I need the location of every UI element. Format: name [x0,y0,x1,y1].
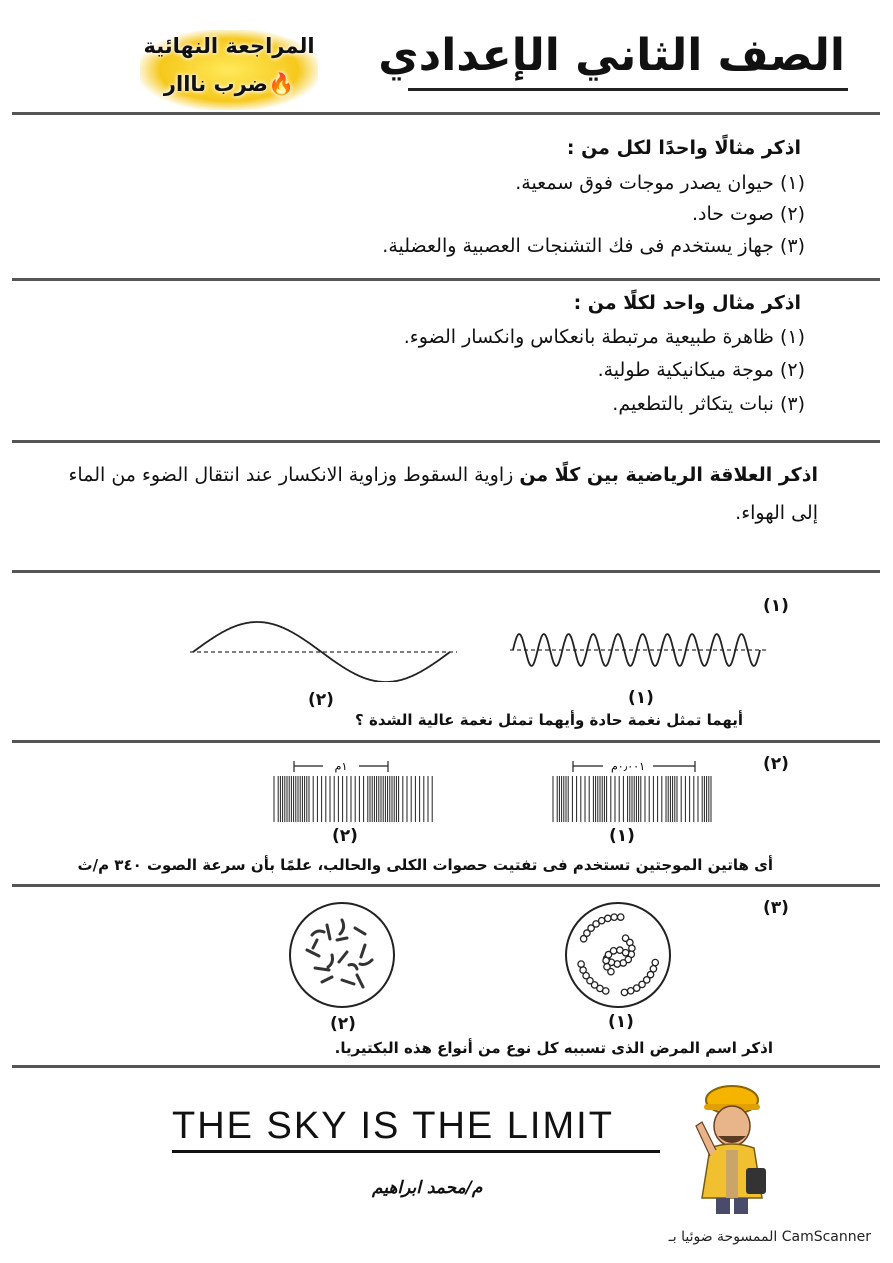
shirt-shape [726,1150,738,1198]
q3-number: (٣) [763,898,789,918]
section2-item-2: (٢) موجة ميكانيكية طولية. [597,359,805,381]
divider [12,440,880,443]
dimension-label: ١م [334,760,348,773]
section1-item-2: (٢) صوت حاد. [691,203,805,225]
low-frequency-wave [185,612,460,682]
title-underline [408,88,848,91]
coccus [598,917,604,923]
clipboard-shape [746,1168,766,1194]
author-signature: م/محمد ابراهيم [372,1178,483,1198]
coccus [610,948,616,954]
section1-item-3: (٣) جهاز يستخدم فى فك التشنجات العصبية والعضلية. [382,235,805,257]
wave-curve [513,634,760,666]
coccus [611,914,617,920]
page-title: الصف الثاني الإعدادي [378,30,845,81]
coccus [605,915,611,921]
q1-question: أيهما تمثل نغمة حادة وأيهما تمثل نغمة عالية الشدة ؟ [355,711,743,729]
q3-label-a: (١) [608,1012,634,1032]
divider [12,570,880,573]
camscanner-watermark: الممسوحة ضوئيا بـ CamScanner [668,1229,871,1245]
coccus [604,964,610,970]
leg-shape [734,1198,748,1214]
coccus [578,961,584,967]
coccus [629,945,635,951]
final-review-badge [140,30,318,110]
coccus [622,950,628,956]
longitudinal-wave-a [545,758,720,826]
slogan: THE SKY IS THE LIMIT [172,1105,614,1147]
cocci-bacteria-circle [563,900,673,1010]
section3-bold: اذكر العلاقة الرياضية بين كلًا من [519,464,818,486]
coccus [621,989,627,995]
coccus [617,914,623,920]
q3-label-b: (٢) [330,1014,356,1034]
divider [12,112,880,115]
q1-label-a: (١) [628,688,654,708]
divider [12,884,880,887]
section2-heading: اذكر مثال واحد لكلًا من : [573,292,801,314]
leg-shape [716,1198,730,1214]
section2-item-3: (٣) نبات يتكاثر بالتطعيم. [612,393,805,415]
section3-line1 [18,464,818,486]
engineer-mascot-icon [688,1078,770,1216]
q2-label-b: (٢) [332,826,358,846]
coccus [620,960,626,966]
divider [12,740,880,743]
bacillus [315,968,329,970]
wave-curve [193,622,450,682]
divider [12,1065,880,1068]
compression-bars [553,776,711,822]
q2-question: أى هاتين الموجتين تستخدم فى تفتيت حصوات الكلى والحالب، علمًا بأن سرعة الصوت ٣٤٠ م/ث [77,856,773,874]
divider [12,278,880,281]
compression-bars [274,776,432,822]
badge-line-1: المراجعة النهائية [143,34,315,58]
section2-item-1: (١) ظاهرة طبيعية مرتبطة بانعكاس وانكسار الضوء. [403,326,805,348]
q2-label-a: (١) [609,826,635,846]
q2-number: (٢) [763,754,789,774]
badge-line-2: ضرب نااار🔥 [163,72,295,96]
coccus [628,988,634,994]
section3-line2: إلى الهواء. [735,502,818,524]
slogan-underline [172,1150,660,1153]
high-frequency-wave [505,625,770,675]
q1-label-b: (٢) [308,690,334,710]
coccus [652,959,658,965]
longitudinal-wave-b [268,758,443,826]
q1-number: (١) [763,596,789,616]
bacillus [337,938,347,940]
q3-question: اذكر اسم المرض الذى تسببه كل نوع من أنواع هذه البكتيريا. [334,1039,773,1057]
section1-item-1: (١) حيوان يصدر موجات فوق سمعية. [515,172,805,194]
pointing-arm [696,1122,716,1156]
dimension-label: ٠٫٠٠١م [610,760,646,773]
section1-heading: اذكر مثالًا واحدًا لكل من : [566,137,801,159]
section3-rest: زاوية السقوط وزاوية الانكسار عند انتقال الضوء من الماء [68,464,520,486]
bacilli-bacteria-circle [287,900,397,1010]
